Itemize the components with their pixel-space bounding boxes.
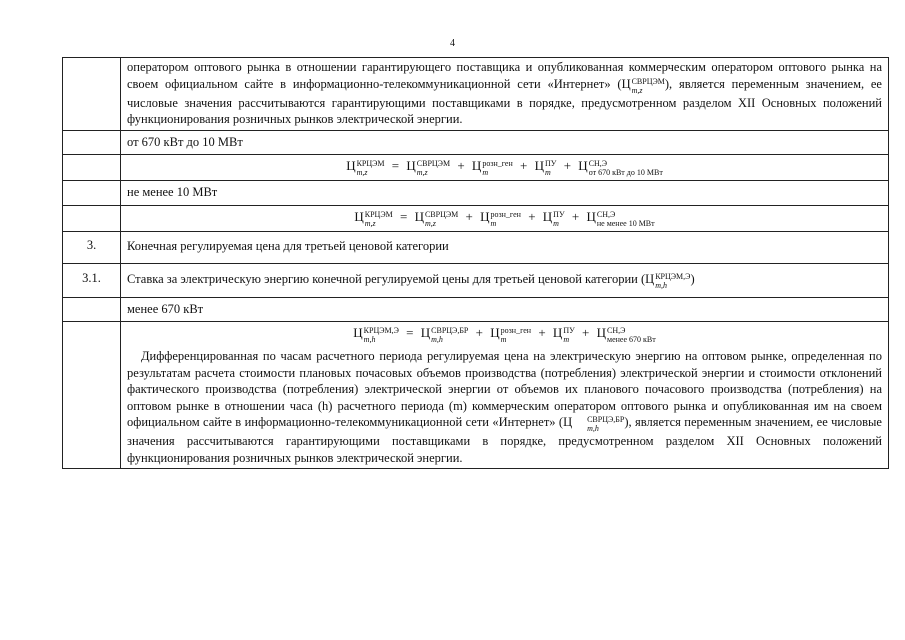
capacity-label-10plus: не менее 10 МВт xyxy=(127,185,218,199)
table-row xyxy=(63,322,889,469)
continuation-paragraph: оператором оптового рынка в отношении гарантирующего поставщика и опубликованная коммерческим оператором оптового рынка на своем официальном сайте в информационно-телекоммуникационной сети «Интернет» (Ц СВРЦЭМ m,z ), является переменным значением, ее числовые значения рассчитываются гарантирующими поставщиками в порядке, предусмотренном разделом XII Основных положений функционирования розничных рынков электрической энергии. xyxy=(127,60,882,126)
row-number-cell xyxy=(63,58,121,131)
table-row xyxy=(63,155,889,181)
table-row xyxy=(63,130,889,155)
table-row xyxy=(63,205,889,231)
table-row xyxy=(63,263,889,297)
row-number-cell: 3. xyxy=(63,231,121,263)
capacity-label-under-670: менее 670 кВт xyxy=(127,301,204,316)
definition-paragraph: Дифференцированная по часам расчетного периода регулируемая цена на электрическую энергию на оптовом рынке, определенная по результатам расчета стоимости плановых почасовых объемов производства (потребления) электрической энергии и стоимости отклонений фактического производства (потребления) электрической энергии от объемов их планового почасового производства (потребления) на оптовом рынке в отношении часа (h) расчетного периода (m) коммерческим оператором оптового рынка и опубликованная им на своем официальном сайте в информационно-телекоммуникационной сети «Интернет» (Ц СВРЦЭ,БР m,h ), является переменным значением, ее числовые значения рассчитываются гарантирующими поставщиками в порядке, предусмотренном разделом XII Основных положений функционирования розничных рынков электрической энергии. xyxy=(127,349,882,465)
formula-10plus: Ц КРЦЭМ m,z = Ц СВРЦЭМ m,z + Ц розн_ген m + Ц ПУ m + Ц СН,Э не менее 10 МВт xyxy=(354,208,655,228)
price-table xyxy=(62,57,889,469)
formula-under-670: Ц КРЦЭМ,Э m,h = Ц СВРЦЭ,БР m,h + Ц розн_ген m + Ц ПУ m + Ц СН,Э менее 670 кВт xyxy=(353,325,656,344)
table-row xyxy=(63,181,889,206)
section-heading-3-1: Ставка за электрическую энергию конечной регулируемой цены для третьей ценовой категории (Ц КРЦЭМ,Э m,h ) xyxy=(127,271,695,290)
capacity-label-670-10: от 670 кВт до 10 МВт xyxy=(127,134,243,149)
formula-670-10: Ц КРЦЭМ m,z = Ц СВРЦЭМ m,z + Ц розн_ген m + Ц ПУ m + Ц СН,Э от 670 кВт до 10 МВт xyxy=(346,158,663,177)
table-row xyxy=(63,58,889,131)
row-number-cell: 3.1. xyxy=(63,263,121,297)
table-row xyxy=(63,297,889,322)
section-heading-3: Конечная регулируемая цена для третьей ценовой категории xyxy=(127,238,449,253)
row-text-cell xyxy=(121,58,889,131)
page-number: 4 xyxy=(450,38,455,49)
table-row xyxy=(63,231,889,263)
